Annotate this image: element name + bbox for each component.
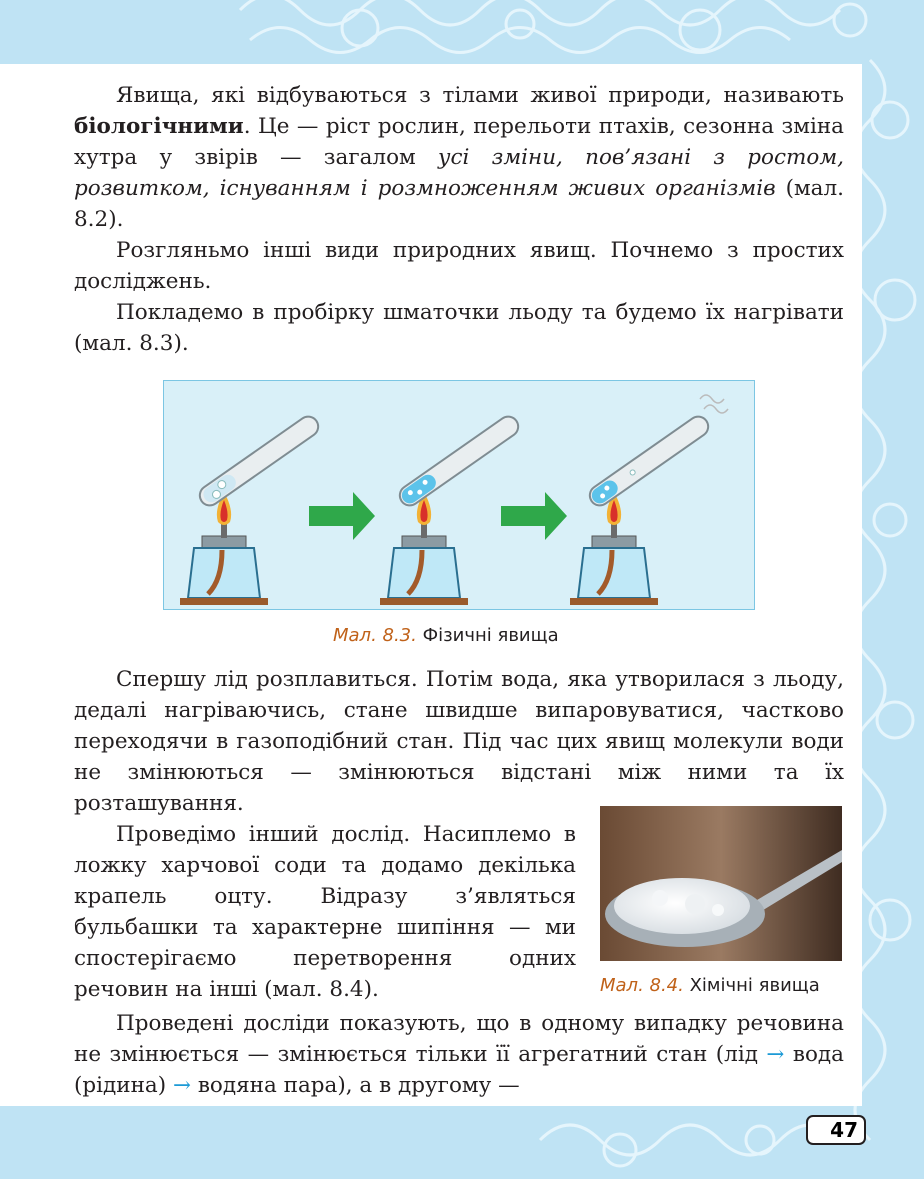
arrow-right-icon: [309, 492, 375, 540]
paragraph-soda-experiment: Проведімо інший дослід. Насиплемо в ложку харчової соди та додамо декілька крапель оцту. Відразу з’являться бульбашки та характерне шипіння — ми спостерігаємо перетворення одних речовин на інші (мал. 8.4).: [74, 822, 576, 1002]
text-block-soda: [74, 819, 576, 1005]
steam-icon: [700, 395, 728, 413]
arrow-symbol: →: [766, 1042, 785, 1067]
text-run: Проведені досліди показують, що в одному випадку речовина не змінюється — змінюється тільки її агрегатний стан (лід: [74, 1011, 844, 1067]
bold-term: біологічними: [74, 114, 244, 139]
text-block-middle: [74, 664, 844, 819]
text-block-top: [74, 80, 844, 359]
italic-definition: усі зміни, пов’язані з ростом, розвитком, існуванням і розмноженням живих організмів: [74, 145, 845, 201]
figure-8-3-caption: [333, 625, 559, 646]
figure-8-4-caption: [600, 975, 820, 996]
spirit-lamp-icon: [180, 492, 268, 605]
physical-phenomena-illustration: [164, 381, 754, 609]
arrow-right-icon: [501, 492, 567, 540]
paragraph-physical-explanation: Спершу лід розплавиться. Потім вода, яка утворилася з льоду, дедалі нагріваючись, стане швидше випаровуватися, частково переходячи в газоподібний стан. Під час цих явищ молекули води не змінюються — змінюються відстані між ними та їх розташування.: [74, 667, 844, 816]
figure-caption-text: Фізичні явища: [422, 625, 559, 646]
text-run: водяна пара), а в другому —: [190, 1073, 520, 1098]
paragraph-biological: [74, 80, 844, 235]
arrow-symbol: →: [172, 1073, 191, 1098]
spirit-lamp-icon: [570, 492, 658, 605]
text-block-bottom: [74, 1008, 844, 1101]
paragraph-intro: Розгляньмо інші види природних явищ. Почнемо з простих досліджень.: [74, 238, 844, 294]
spoon-soda-photo: [600, 806, 842, 961]
page-number: 47: [806, 1115, 866, 1145]
text-run: (мал. 8.2).: [74, 176, 844, 232]
spirit-lamp-icon: [380, 492, 468, 605]
figure-physical-phenomena: [163, 380, 755, 610]
spoon-with-foam-image: [600, 806, 842, 961]
text-run: . Це — ріст рослин, перельоти птахів, сезонна зміна хутра у звірів — загалом: [74, 114, 844, 170]
figure-caption-text: Хімічні явища: [689, 975, 820, 996]
paragraph-conclusion: [74, 1008, 844, 1101]
paragraph-ice-experiment: Покладемо в пробірку шматочки льоду та будемо їх нагрівати (мал. 8.3).: [74, 300, 844, 356]
figure-number: Мал. 8.3.: [333, 625, 417, 646]
text-run: вода (рідина): [74, 1042, 844, 1098]
figure-number: Мал. 8.4.: [600, 975, 684, 996]
text-run: Явища, які відбуваються з тілами живої природи, називають: [116, 83, 844, 108]
